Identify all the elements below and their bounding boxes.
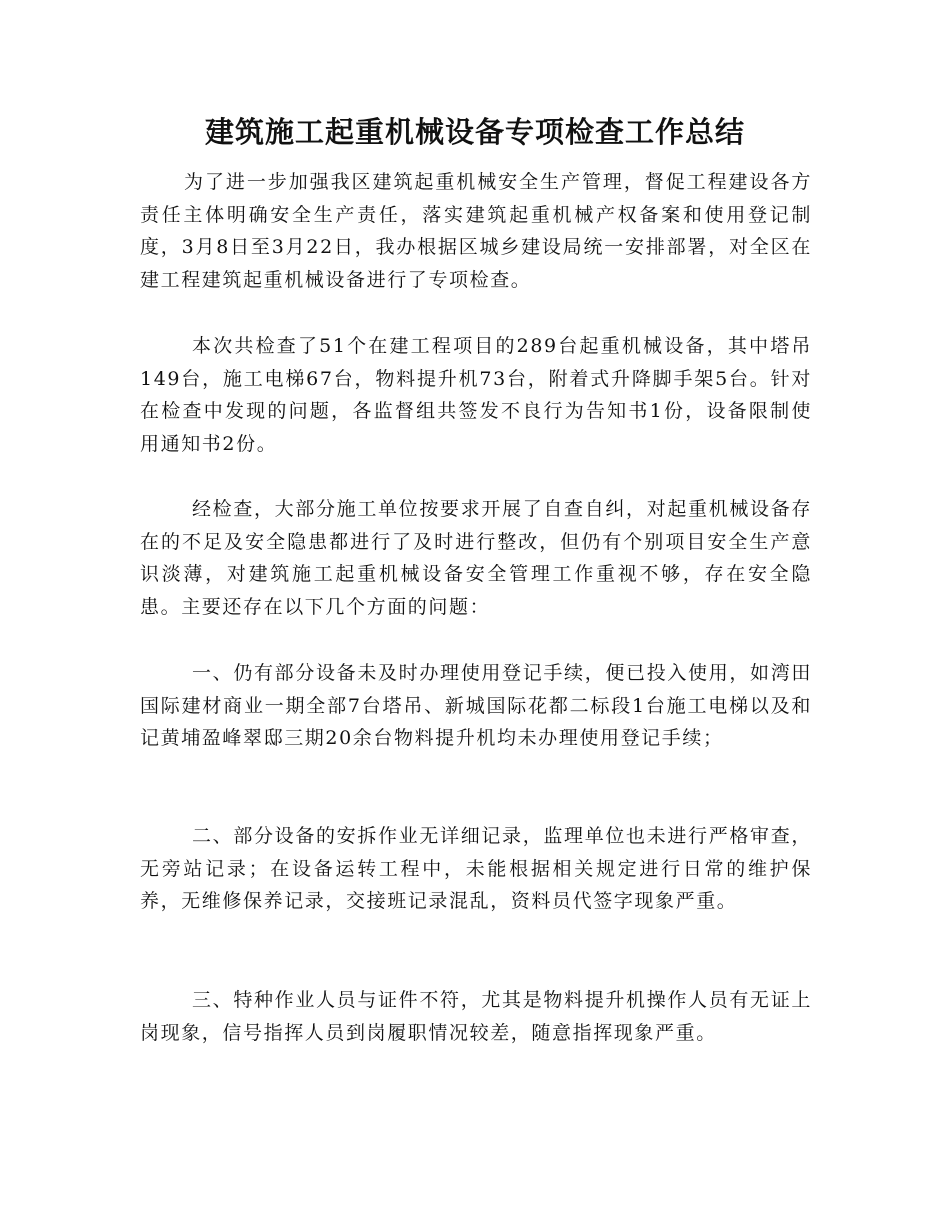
paragraph-issue-two: 二、部分设备的安拆作业无详细记录，监理单位也未进行严格审查，无旁站记录；在设备运转工程中，未能根据相关规定进行日常的维护保养，无维修保养记录，交接班记录混乱，资料员代签字现象严重。 [140, 825, 812, 912]
paragraph-issue-one: 一、仍有部分设备未及时办理使用登记手续，便已投入使用，如湾田国际建材商业一期全部7台塔吊、新城国际花都二标段1台施工电梯以及和记黄埔盈峰翠邸三期20余台物料提升机均未办理使用登记手续； [140, 662, 812, 749]
paragraph-intro: 为了进一步加强我区建筑起重机械安全生产管理，督促工程建设各方责任主体明确安全生产责任，落实建筑起重机械产权备案和使用登记制度，3月8日至3月22日，我办根据区城乡建设局统一安排部署，对全区在建工程建筑起重机械设备进行了专项检查。 [140, 171, 812, 291]
document-title: 建筑施工起重机械设备专项检查工作总结 [204, 115, 745, 149]
paragraph-findings-summary: 经检查，大部分施工单位按要求开展了自查自纠，对起重机械设备存在的不足及安全隐患都进行了及时进行整改，但仍有个别项目安全生产意识淡薄，对建筑施工起重机械设备安全管理工作重视不够，存在安全隐患。主要还存在以下几个方面的问题： [140, 498, 812, 618]
paragraph-issue-three: 三、特种作业人员与证件不符，尤其是物料提升机操作人员有无证上岗现象，信号指挥人员到岗履职情况较差，随意指挥现象严重。 [140, 989, 812, 1044]
paragraph-inspection-scope: 本次共检查了51个在建工程项目的289台起重机械设备，其中塔吊149台，施工电梯67台，物料提升机73台，附着式升降脚手架5台。针对在检查中发现的问题，各监督组共签发不良行为告知书1份，设备限制使用通知书2份。 [140, 335, 812, 455]
